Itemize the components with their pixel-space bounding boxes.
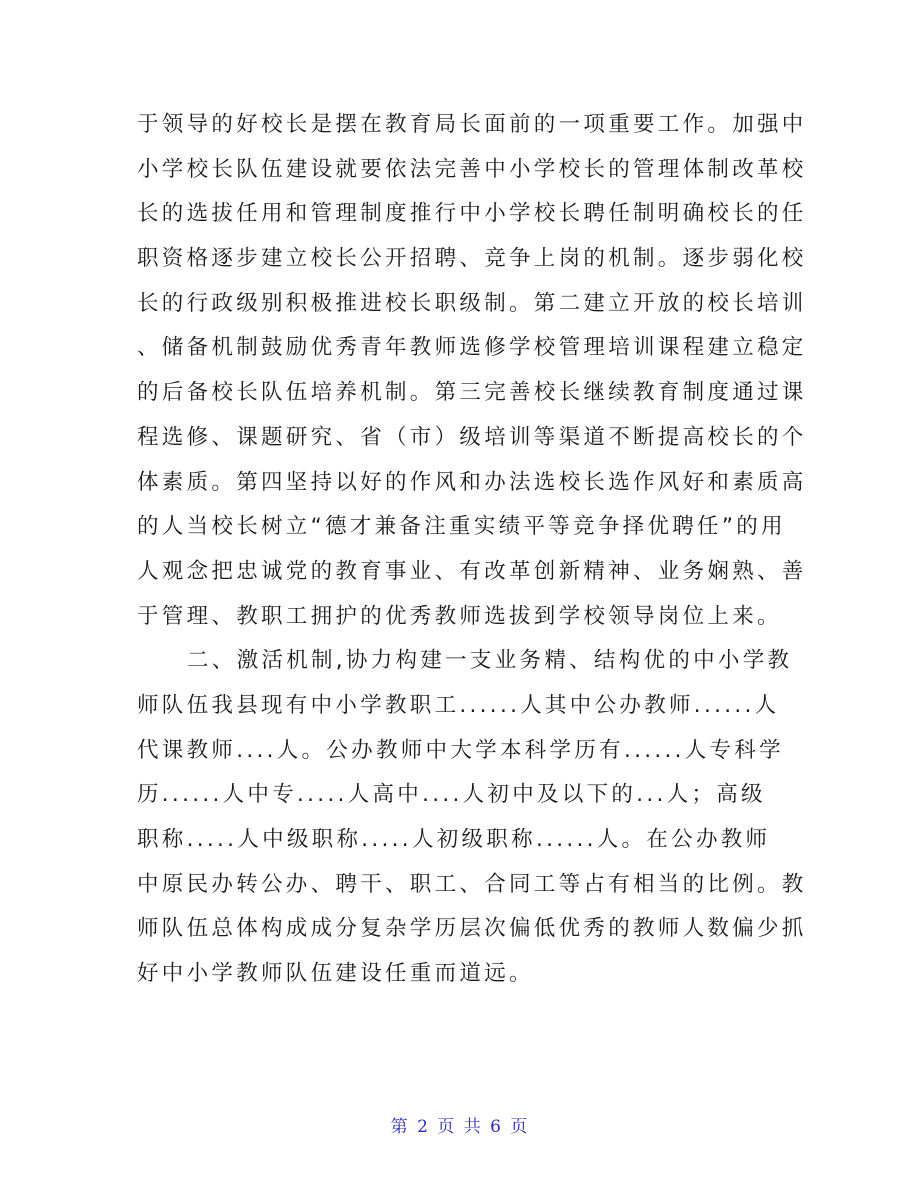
text-line: 中原民办转公办、聘干、职工、合同工等占有相当的比例。教 [137, 871, 807, 897]
text-line: 程选修、课题研究、省（市）级培训等渠道不断提高校长的个 [137, 424, 807, 450]
text-line: 小学校长队伍建设就要依法完善中小学校长的管理体制改革校 [137, 156, 807, 182]
text-line: 于管理、教职工拥护的优秀教师选拔到学校领导岗位上来。 [137, 603, 782, 629]
text-line: 职称.....人中级职称.....人初级职称......人。在公办教师 [137, 827, 771, 852]
body-text [137, 103, 807, 997]
text-line: 的后备校长队伍培养机制。第三完善校长继续教育制度通过课 [137, 380, 807, 406]
text-line: 师队伍总体构成成分复杂学历层次偏低优秀的教师人数偏少抓 [137, 916, 807, 942]
text-line: 、储备机制鼓励优秀青年教师选修学校管理培训课程建立稳定 [137, 335, 807, 361]
text-line: 师队伍我县现有中小学教职工......人其中公办教师......人 [137, 692, 780, 718]
text-line: 的人当校长树立“德才兼备注重实绩平等竞争择优聘任”的用 [137, 514, 786, 540]
text-line: 人观念把忠诚党的教育事业、有改革创新精神、业务娴熟、善 [137, 558, 807, 584]
text-line: 长的行政级别积极推进校长职级制。第二建立开放的校长培训 [137, 290, 807, 316]
section-heading-line: 二、激活机制,协力构建一支业务精、结构优的中小学教 [187, 648, 793, 674]
text-line: 职资格逐步建立校长公开招聘、竞争上岗的机制。逐步弱化校 [137, 246, 807, 272]
text-line: 长的选拔任用和管理制度推行中小学校长聘任制明确校长的任 [137, 201, 807, 227]
text-line: 好中小学教师队伍建设任重而道远。 [137, 961, 534, 987]
text-line: 代课教师....人。公办教师中大学本科学历有......人专科学 [137, 737, 784, 763]
text-line: 于领导的好校长是摆在教育局长面前的一项重要工作。加强中 [137, 112, 807, 137]
text-line: 体素质。第四坚持以好的作风和办法选校长选作风好和素质高 [137, 469, 807, 495]
text-line: 历......人中专.....人高中....人初中及以下的...人；高级 [137, 782, 766, 808]
page-number-footer: 第 2 页 共 6 页 [390, 1117, 530, 1137]
